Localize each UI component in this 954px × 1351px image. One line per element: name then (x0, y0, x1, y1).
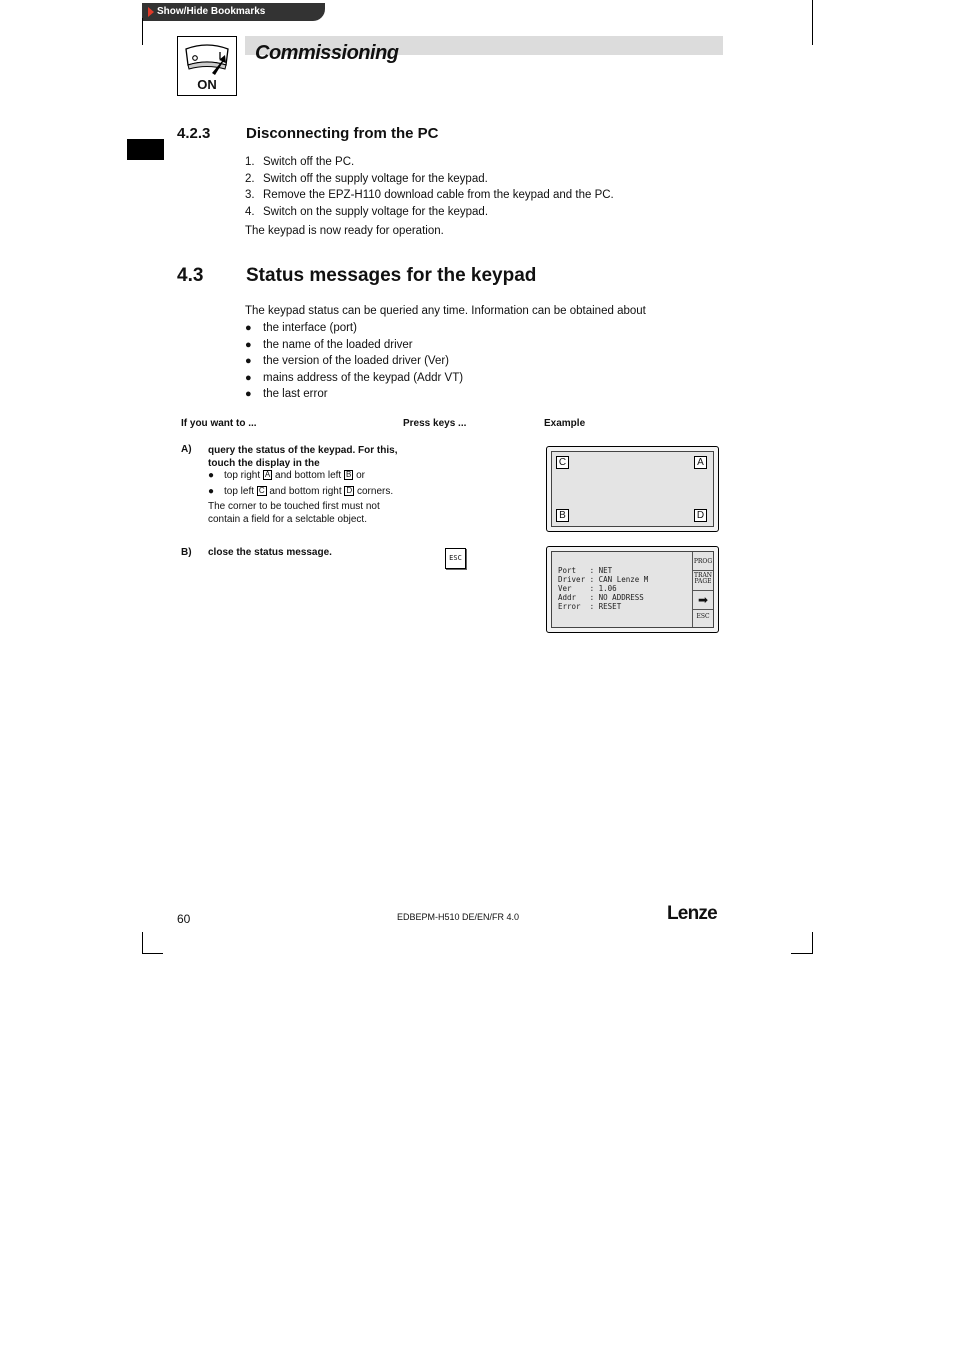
row-label-b: B) (181, 547, 192, 558)
row-a-note-line: contain a field for a selctable object. (208, 514, 367, 525)
list-item-text: the interface (port) (263, 322, 357, 334)
bullet-text: top right (224, 470, 261, 481)
bullet-text: and bottom left (275, 470, 342, 481)
section-number-4-3: 4.3 (177, 265, 204, 286)
bullet-icon: ● (245, 322, 252, 334)
bullet-text: corners. (356, 486, 394, 497)
document-id: EDBEPM-H510 DE/EN/FR 4.0 (397, 912, 520, 922)
status-intro-text: The keypad status can be queried any time. Information can be obtained about (245, 305, 646, 317)
row-a-note-line: The corner to be touched first must not (208, 501, 380, 512)
status-info-list (245, 320, 463, 403)
keypad-example-status (546, 546, 719, 633)
column-header-press-keys: Press keys ... (403, 418, 467, 429)
switch-on-icon-box (177, 36, 237, 96)
step-text: Switch off the PC. (263, 156, 355, 168)
status-line: Driver : CAN Lenze M (558, 575, 649, 584)
list-item-text: the version of the loaded driver (Ver) (263, 355, 450, 367)
crop-mark (142, 932, 143, 954)
list-item (245, 204, 614, 221)
chapter-marker (127, 139, 164, 160)
section-number-4-2-3: 4.2.3 (177, 125, 211, 142)
power-switch-icon (178, 39, 236, 79)
section-title-4-2-3: Disconnecting from the PC (246, 125, 439, 142)
bullet-text: or (356, 470, 366, 481)
list-item (245, 187, 614, 204)
crop-mark (812, 932, 813, 954)
row-a-bullet-1 (208, 469, 365, 482)
bullet-icon: ● (245, 371, 252, 384)
column-header-example: Example (544, 418, 586, 429)
status-line: Ver : 1.06 (558, 584, 617, 593)
bullet-icon: ● (245, 338, 252, 351)
bullet-text: top left (224, 486, 255, 497)
list-item-text: the name of the loaded driver (263, 338, 413, 351)
prog-button[interactable]: PROG (693, 558, 713, 565)
bullet-icon: ● (208, 470, 215, 481)
list-item-text: the last error (263, 388, 328, 400)
esc-side-button[interactable]: ESC (693, 609, 713, 624)
corner-b-glyph: B (345, 470, 352, 479)
corner-c-button[interactable]: C (556, 456, 569, 469)
corner-d-button[interactable]: D (694, 509, 707, 522)
keypad-status-display (551, 551, 714, 628)
list-item (245, 171, 614, 188)
section-title-4-3: Status messages for the keypad (246, 265, 537, 286)
step-number: 3. (245, 189, 255, 201)
list-item (245, 370, 463, 387)
bullet-icon: ● (245, 355, 252, 367)
corner-c-glyph: C (258, 486, 265, 495)
column-header-if-you-want: If you want to ... (181, 418, 257, 429)
page-number: 60 (177, 912, 191, 926)
status-line: Port : NET (558, 566, 613, 575)
show-hide-bookmarks-tab[interactable] (142, 3, 325, 21)
page-label: PAGE (694, 578, 712, 585)
bookmarks-tab-label: Show/Hide Bookmarks (157, 6, 266, 17)
step-text: Remove the EPZ-H110 download cable from the keypad and the PC. (263, 189, 614, 201)
switch-on-label: ON (197, 77, 217, 92)
esc-key-button[interactable]: ESC (445, 548, 466, 569)
status-message-text (558, 566, 648, 611)
chapter-title: Commissioning (255, 42, 399, 64)
keypad-display[interactable] (551, 451, 714, 527)
arrow-right-icon[interactable]: ➡ (693, 590, 713, 609)
disconnect-steps-list (245, 154, 614, 220)
step-number: 1. (245, 156, 255, 168)
triangle-right-icon (148, 7, 154, 17)
crop-mark (791, 953, 813, 954)
bullet-icon: ● (208, 486, 215, 497)
list-item (245, 320, 463, 337)
status-line: Error : RESET (558, 602, 622, 611)
corner-b-button[interactable]: B (556, 509, 569, 522)
corner-d-glyph: D (346, 486, 353, 495)
bullet-text: and bottom right (269, 486, 342, 497)
crop-mark (142, 18, 143, 45)
row-a-bullet-2 (208, 485, 393, 498)
keypad-ready-note: The keypad is now ready for operation. (245, 225, 444, 237)
tran-page-button[interactable] (693, 570, 713, 591)
row-a-title (208, 444, 397, 470)
crop-mark (812, 0, 813, 45)
tran-label: TRAN (693, 572, 713, 579)
row-label-a: A) (181, 444, 192, 455)
step-text: Switch on the supply voltage for the keypad. (263, 205, 489, 218)
status-line: Addr : NO ADDRESS (558, 593, 644, 602)
list-item (245, 154, 614, 171)
row-b-title: close the status message. (208, 547, 332, 558)
list-item (245, 337, 463, 354)
step-number: 2. (245, 172, 255, 185)
row-a-title-line: query the status of the keypad. For this, (208, 445, 398, 456)
list-item (245, 353, 463, 370)
list-item (245, 386, 463, 403)
lenze-logo: Lenze (667, 903, 717, 924)
row-a-title-line: touch the display in the (208, 458, 320, 469)
row-a-note (208, 500, 380, 526)
list-item-text: mains address of the keypad (Addr VT) (263, 371, 464, 384)
bullet-icon: ● (245, 388, 252, 400)
corner-a-glyph: A (264, 470, 271, 479)
step-text: Switch off the supply voltage for the keypad. (263, 172, 488, 185)
corner-a-button[interactable]: A (694, 456, 707, 469)
step-number: 4. (245, 205, 255, 218)
crop-mark (142, 953, 163, 954)
keypad-example-corners (546, 446, 719, 532)
